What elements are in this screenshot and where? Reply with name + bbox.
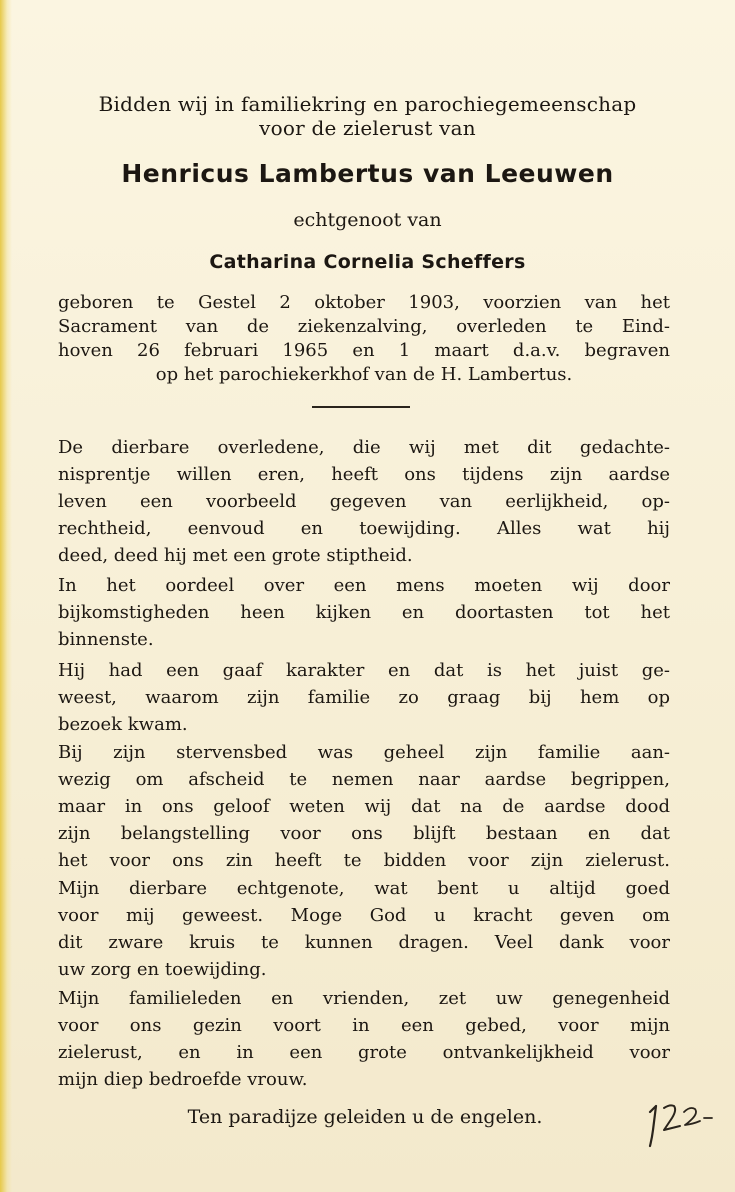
- paragraph-spouse: [58, 875, 670, 983]
- closing-line: Ten paradijze geleiden u de engelen.: [187, 1106, 543, 1128]
- paragraph-line: uw zorg en toewijding.: [58, 959, 267, 980]
- paragraph-deathbed: [58, 739, 670, 874]
- life-facts: [58, 291, 670, 387]
- paragraph-line: zielerust, en in een grote ontvankelijkheid voor: [58, 1042, 670, 1063]
- deceased-name: Henricus Lambertus van Leeuwen: [121, 159, 614, 188]
- paragraph-family: [58, 985, 670, 1093]
- facts-line: op het parochiekerkhof van de H. Lambertus.: [155, 364, 573, 385]
- paragraph-line: nisprentje willen eren, heeft ons tijdens zijn aardse: [58, 464, 670, 485]
- facts-line: Sacrament van de ziekenzalving, overleden te Eind-: [58, 316, 670, 337]
- paragraph-line: het voor ons zin heeft te bidden voor zijn zielerust.: [58, 850, 670, 871]
- paragraph-line: maar in ons geloof weten wij dat na de aardse dood: [58, 796, 670, 817]
- paragraph-line: rechtheid, eenvoud en toewijding. Alles wat hij: [58, 518, 670, 539]
- paragraph-character: [58, 657, 670, 738]
- paragraph-judgement: [58, 572, 670, 653]
- paragraph-line: Hij had een gaaf karakter en dat is het juist ge-: [58, 660, 670, 681]
- header-line-1: Bidden wij in familiekring en parochiegemeenschap: [98, 92, 637, 116]
- paragraph-line: De dierbare overledene, die wij met dit gedachte-: [58, 437, 670, 458]
- paragraph-tribute: [58, 434, 670, 569]
- facts-line: hoven 26 februari 1965 en 1 maart d.a.v. begraven: [58, 340, 670, 361]
- paragraph-line: In het oordeel over een mens moeten wij door: [58, 575, 670, 596]
- paragraph-line: Mijn familieleden en vrienden, zet uw genegenheid: [58, 988, 670, 1009]
- paragraph-line: Bij zijn stervensbed was geheel zijn familie aan-: [58, 742, 670, 763]
- paragraph-line: bijkomstigheden heen kijken en doortasten tot het: [58, 602, 670, 623]
- paragraph-line: binnenste.: [58, 629, 154, 650]
- paragraph-line: dit zware kruis te kunnen dragen. Veel dank voor: [58, 932, 670, 953]
- spouse-name: Catharina Cornelia Scheffers: [209, 251, 526, 273]
- paragraph-line: weest, waarom zijn familie zo graag bij hem op: [58, 687, 670, 708]
- paragraph-line: zijn belangstelling voor ons blijft bestaan en dat: [58, 823, 670, 844]
- paragraph-line: wezig om afscheid te nemen naar aardse begrippen,: [58, 769, 670, 790]
- divider-rule: [312, 406, 410, 408]
- handwritten-note: [644, 1094, 724, 1154]
- paper-edge-stain: [0, 0, 12, 1192]
- paragraph-line: voor mij geweest. Moge God u kracht geven om: [58, 905, 670, 926]
- paragraph-line: deed, deed hij met een grote stiptheid.: [58, 545, 413, 566]
- facts-line: geboren te Gestel 2 oktober 1903, voorzien van het: [58, 292, 670, 313]
- paragraph-line: mijn diep bedroefde vrouw.: [58, 1069, 308, 1090]
- paragraph-line: Mijn dierbare echtgenote, wat bent u altijd goed: [58, 878, 670, 899]
- paragraph-line: leven een voorbeeld gegeven van eerlijkheid, op-: [58, 491, 670, 512]
- paragraph-line: bezoek kwam.: [58, 714, 188, 735]
- header-line-2: voor de zielerust van: [259, 116, 476, 140]
- paragraph-line: voor ons gezin voort in een gebed, voor mijn: [58, 1015, 670, 1036]
- spouse-label: echtgenoot van: [293, 209, 442, 231]
